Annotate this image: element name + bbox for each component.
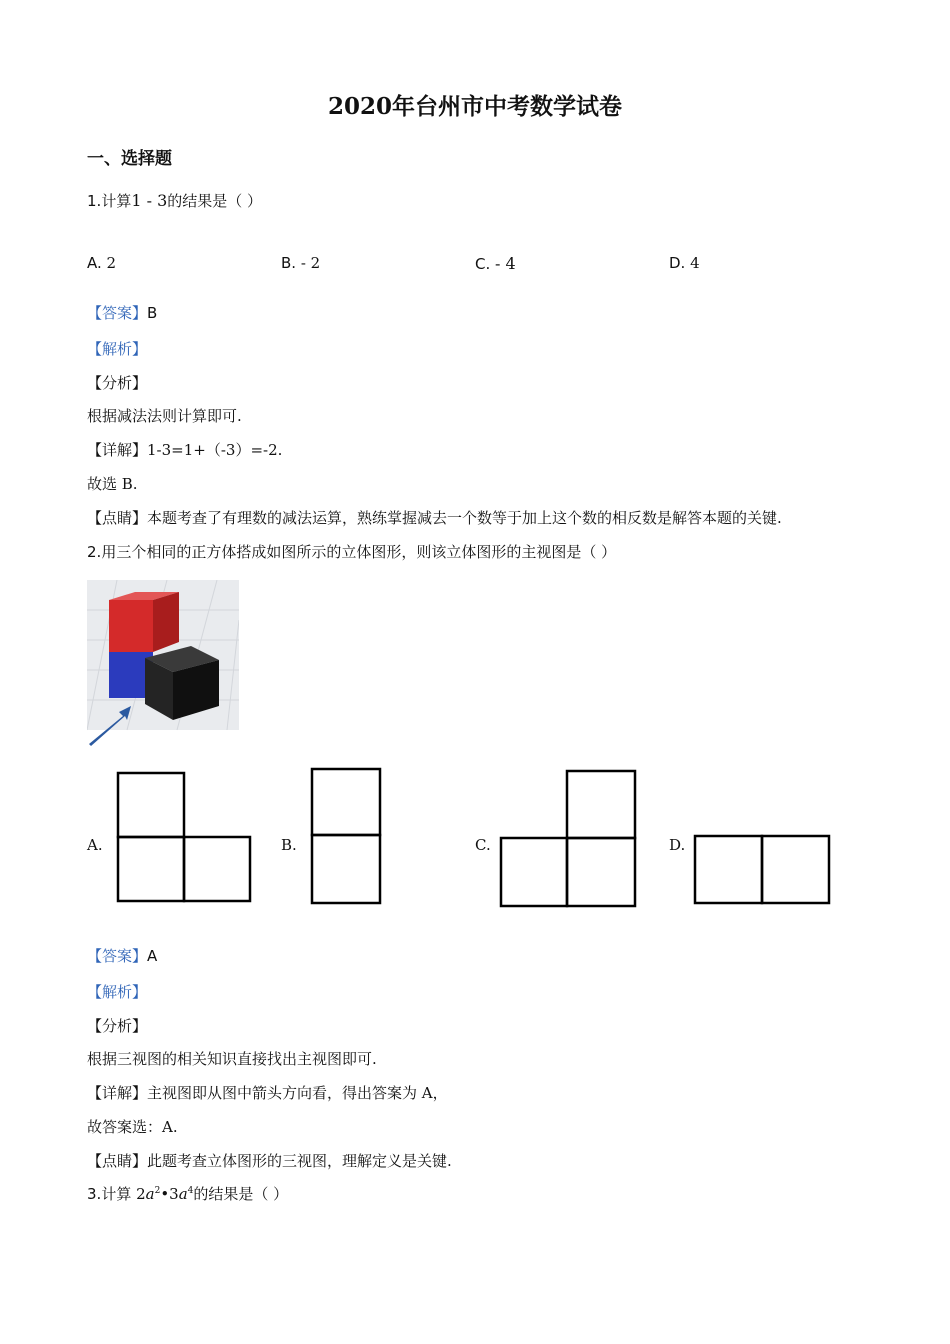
q1-option-c: C. - 4	[475, 254, 516, 273]
section-heading: 一、选择题	[87, 149, 172, 169]
page-title: 2020年台州市中考数学试卷	[327, 93, 622, 120]
q1-conclusion: 故选 B.	[87, 475, 138, 493]
q2-option-b-figure	[308, 766, 384, 908]
q2-option-c-label: C.	[475, 836, 491, 854]
q2-detail: 【详解】主视图即从图中箭头方向看，得出答案为 A，	[87, 1084, 448, 1102]
q1-analysis-tag: 【解析】	[87, 340, 148, 358]
q2-option-a-label: A.	[87, 836, 103, 854]
cube-stack-figure	[87, 580, 239, 748]
question-2-stem: 2.用三个相同的正方体搭成如图所示的立体图形，则该立体图形的主视图是（ ）	[87, 543, 617, 561]
q1-option-a: A. 2	[87, 254, 117, 272]
q1-answer: 【答案】B	[87, 304, 158, 322]
q2-comment: 【点睛】此题考查立体图形的三视图，理解定义是关键.	[87, 1152, 452, 1170]
question-1-stem: 1.计算1 - 3的结果是（ ）	[87, 191, 263, 210]
q1-fenxi: 根据减法法则计算即可.	[87, 407, 242, 425]
q2-option-d-figure	[691, 833, 833, 907]
q2-conclusion: 故答案选：A.	[87, 1118, 178, 1136]
q1-comment: 【点睛】本题考查了有理数的减法运算，熟练掌握减去一个数等于加上这个数的相反数是解答本题的关键.	[87, 509, 782, 527]
q2-answer: 【答案】A	[87, 947, 158, 965]
q1-detail: 【详解】1-3=1+（-3）=-2.	[87, 441, 283, 459]
q2-option-b-label: B.	[281, 836, 297, 854]
q1-fenxi-tag: 【分析】	[87, 374, 148, 392]
q2-option-d-label: D.	[669, 836, 686, 854]
q1-option-d: D. 4	[669, 254, 700, 272]
q2-option-a-figure	[114, 770, 254, 906]
q2-fenxi: 根据三视图的相关知识直接找出主视图即可.	[87, 1050, 377, 1068]
q2-option-c-figure	[497, 768, 641, 910]
q2-fenxi-tag: 【分析】	[87, 1017, 148, 1035]
q1-option-b: B. - 2	[281, 254, 321, 272]
question-3-stem: 3.计算 $2a^2•3a^4$的结果是（ ）	[87, 1185, 289, 1203]
q2-analysis-tag: 【解析】	[87, 983, 148, 1001]
